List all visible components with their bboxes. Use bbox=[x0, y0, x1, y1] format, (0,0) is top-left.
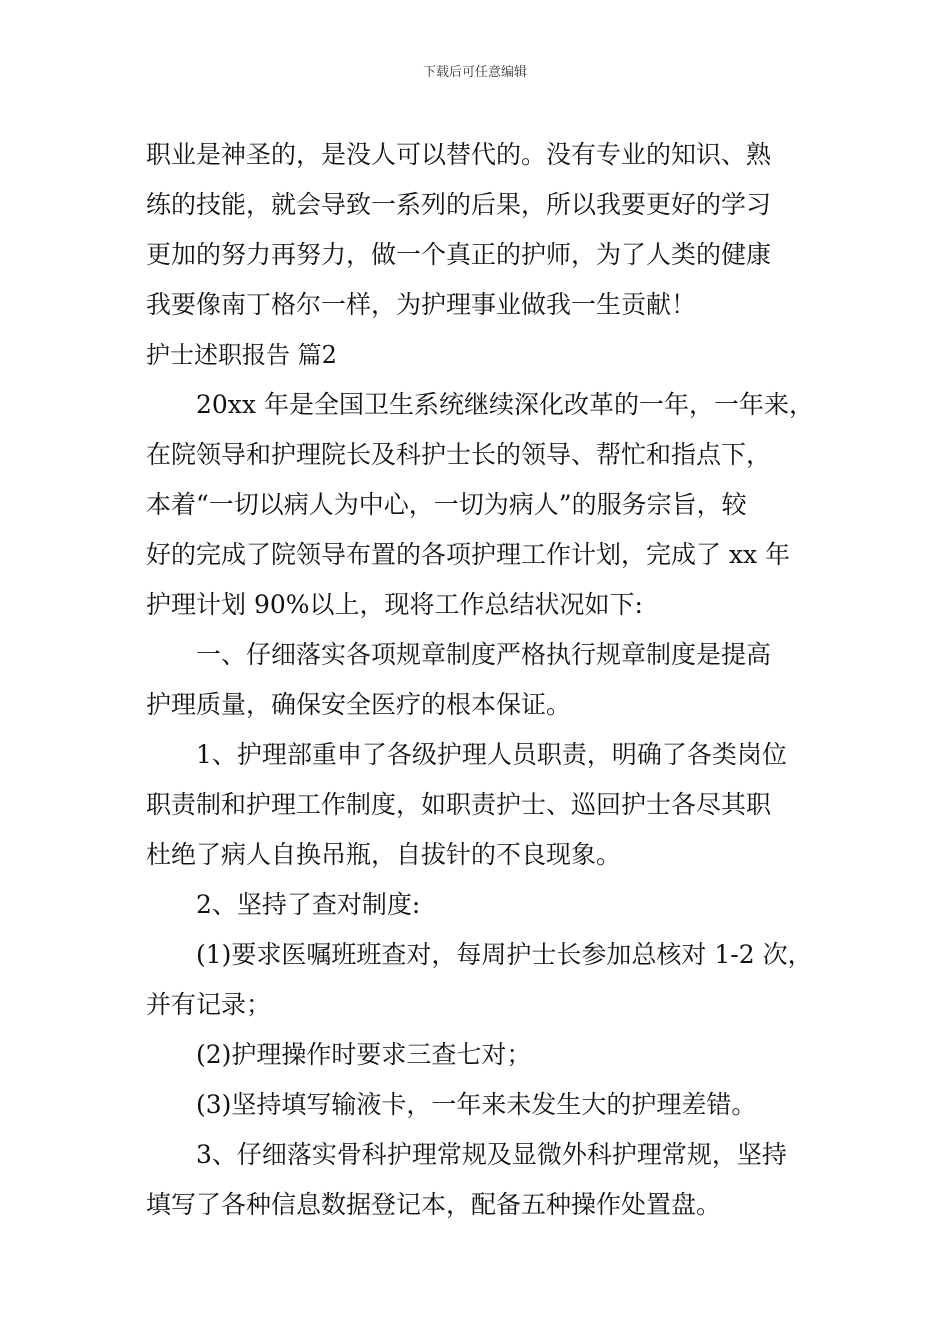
text-line: (1)要求医嘱班班查对，每周护士长参加总核对 1-2 次， bbox=[196, 940, 813, 969]
text-line: 20xx 年是全国卫生系统继续深化改革的一年，一年来， bbox=[196, 390, 814, 419]
text-line: 并有记录； bbox=[146, 990, 272, 1019]
text-line: (3)坚持填写输液卡，一年来未发生大的护理差错。 bbox=[196, 1090, 757, 1119]
text-line: 杜绝了病人自换吊瓶，自拔针的不良现象。 bbox=[146, 840, 622, 869]
text-line: 护理计划 90%以上，现将工作总结状况如下: bbox=[146, 590, 643, 619]
text-line: 职业是神圣的，是没人可以替代的。没有专业的知识、熟 bbox=[146, 140, 772, 169]
text-line: 练的技能，就会导致一系列的后果，所以我要更好的学习 bbox=[146, 190, 772, 219]
text-line: 我要像南丁格尔一样，为护理事业做我一生贡献！ bbox=[146, 290, 697, 319]
text-line: 职责制和护理工作制度，如职责护士、巡回护士各尽其职 bbox=[146, 790, 772, 819]
text-line: 好的完成了院领导布置的各项护理工作计划，完成了 xx 年 bbox=[146, 540, 791, 569]
text-line: 护理质量，确保安全医疗的根本保证。 bbox=[146, 690, 572, 719]
text-line: 2、坚持了查对制度: bbox=[196, 890, 421, 919]
text-line: (2)护理操作时要求三查七对； bbox=[196, 1040, 532, 1069]
document-body bbox=[146, 130, 836, 1230]
page-header: 下载后可任意编辑 bbox=[422, 65, 527, 80]
text-line: 在院领导和护理院长及科护士长的领导、帮忙和指点下， bbox=[146, 440, 772, 469]
text-line: 3、仔细落实骨科护理常规及显微外科护理常规，坚持 bbox=[196, 1140, 787, 1169]
text-line: 1、护理部重申了各级护理人员职责，明确了各类岗位 bbox=[196, 740, 787, 769]
section-heading: 护士述职报告 篇2 bbox=[146, 341, 337, 369]
text-line: 一、仔细落实各项规章制度严格执行规章制度是提高 bbox=[196, 640, 772, 669]
text-line: 填写了各种信息数据登记本，配备五种操作处置盘。 bbox=[146, 1190, 722, 1219]
text-line: 更加的努力再努力，做一个真正的护师，为了人类的健康 bbox=[146, 240, 772, 269]
text-line: 本着“一切以病人为中心，一切为病人”的服务宗旨，较 bbox=[146, 490, 747, 519]
